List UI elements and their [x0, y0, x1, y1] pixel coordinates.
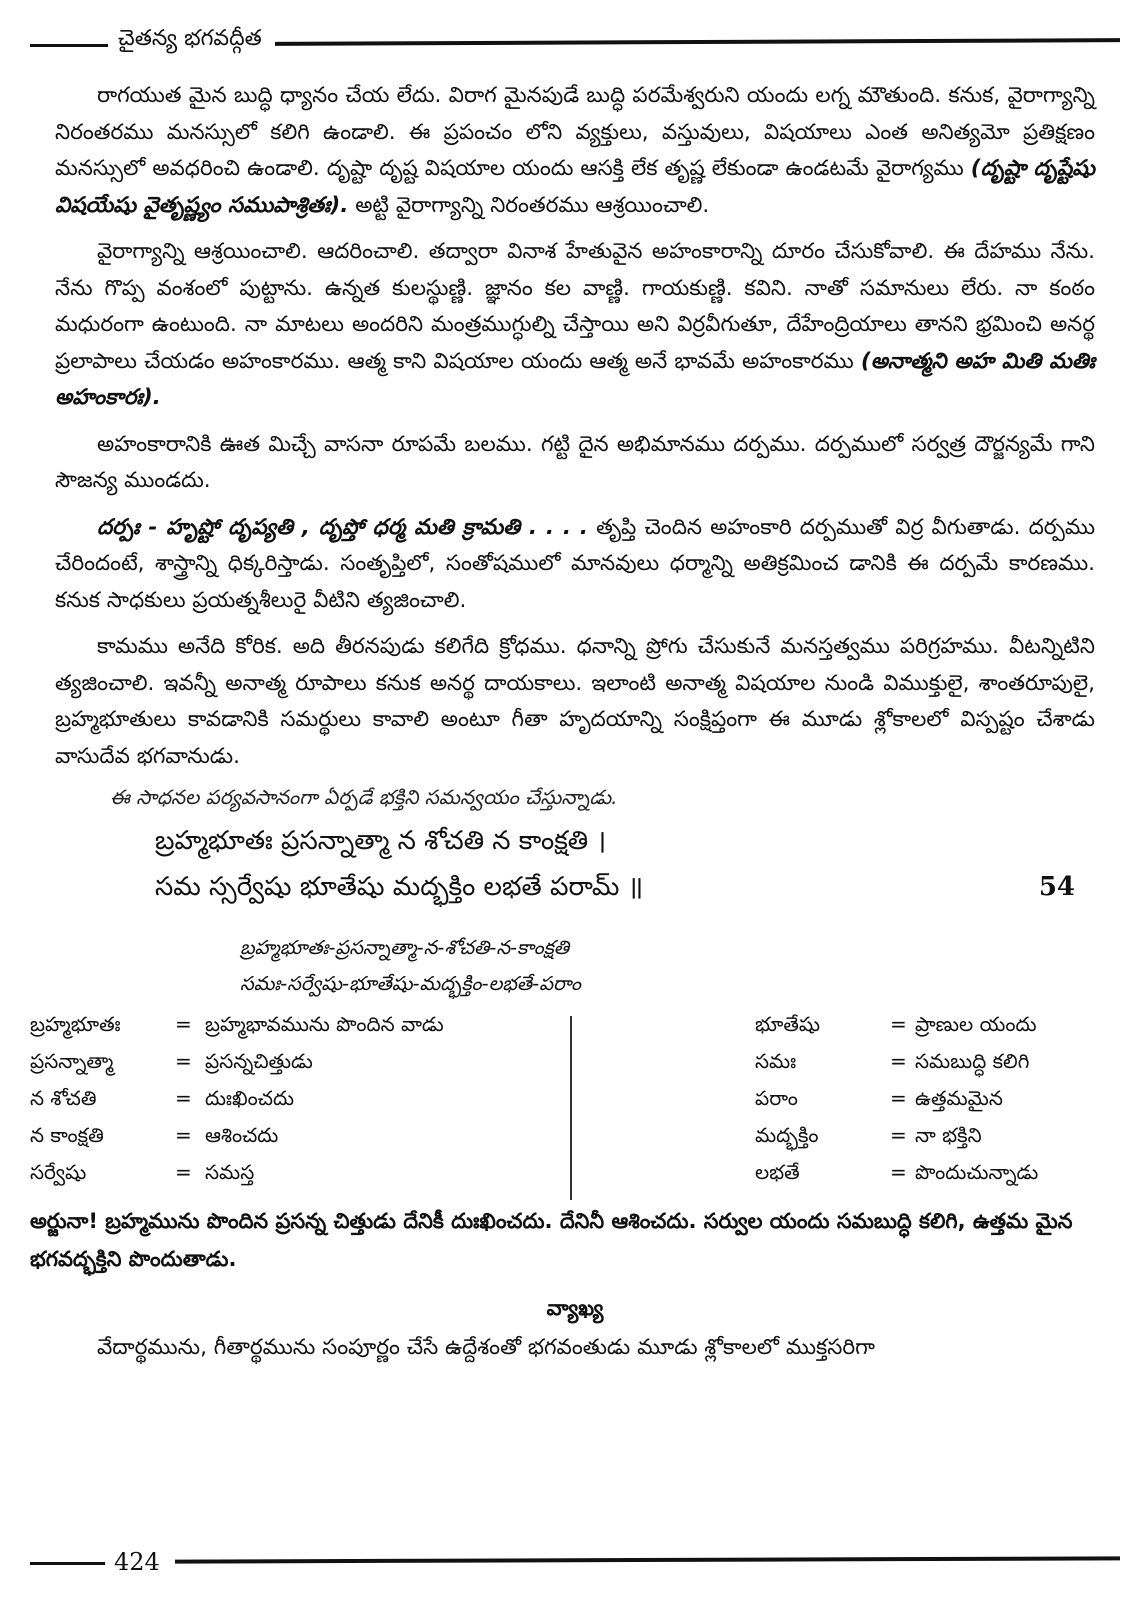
gloss-term: ప్రసన్నాత్మా	[30, 1049, 114, 1073]
paragraph-2-text: వైరాగ్యాన్ని ఆశ్రయించాలి. ఆదరించాలి. తద్వారా వినాశ హేతువైన అహంకారాన్ని దూరం చేసుకోవాలి. ఈ దేహము నేను. నేను గొప్ప వంశంలో పుట్టాను. ఉన్నత కులస్థుణ్ణి. జ్ఞానం కల వాణ్ణి. గాయకుణ్ణి. కవిని. నాతో సమానులు లేరు. నా కంఠం మధురంగా ఉంటుంది. నా మాటలు అందరిని మంత్రముగ్ధుల్ని చేస్తాయి అని విర్రవీగుతూ, దేహేంద్రియాలు తానని భ్రమించి అనర్థ ప్రలాపాలు చేయడం అహంకారము. ఆత్మ కాని విషయాల యందు ఆత్మ అనే భావమే అహంకారము	[55, 239, 1095, 374]
gloss-term: పరాం	[755, 1086, 798, 1110]
paragraph-4-text: తృప్తి చెందిన అహంకారి దర్పముతో విర్ర వీగుతాడు. దర్పము చేరిందంటే, శాస్త్రాన్ని ధిక్కరిస్తాడు. సంతృప్తిలో, సంతోషములో మానవులు ధర్మాన్ని అతిక్రమించ డానికి ఈ దర్పమే కారణము. కనుక సాధకులు ప్రయత్నశీలురై వీటిని త్యజించాలి.	[55, 514, 1096, 613]
gloss-meaning: బ్రహ్మభావమును పొందిన వాడు	[205, 1012, 444, 1036]
page-number: 424	[114, 1548, 160, 1576]
gloss-term: మద్భక్తిం	[755, 1123, 819, 1147]
gloss-equals: =	[890, 1012, 907, 1036]
paragraph-1-quote: (దృష్టా దృష్టేషు విషయేషు వైతృష్ణ్యం సముపాశ్రితః).	[55, 156, 1095, 218]
word-split	[240, 930, 1095, 1002]
footer-rule-right	[175, 1556, 1120, 1563]
glossary-divider	[570, 1016, 572, 1200]
gloss-term: లభతే	[755, 1160, 800, 1184]
gloss-meaning: ప్రసన్నచిత్తుడు	[205, 1049, 313, 1073]
gloss-meaning: ప్రాణుల యందు	[915, 1012, 1037, 1036]
verse-intro: ఈ సాధనల పర్యవసానంగా ఏర్పడే భక్తిని సమన్వయం చేస్తున్నాడు.	[110, 785, 618, 809]
gloss-term: సమః	[755, 1049, 797, 1073]
paragraph-5: కామము అనేది కోరిక. అది తీరనపుడు కలిగేది క్రోధము. ధనాన్ని ప్రోగు చేసుకునే మనస్తత్వము పరిగ్రహము. వీటన్నిటిని త్యజించాలి. ఇవన్నీ అనాత్మ రూపాలు కనుక అనర్థ దాయకాలు. ఇలాంటి అనాత్మ విషయాల నుండి విముక్తులై, శాంతరూపులై, బ్రహ్మభూతులు కావడానికి సమర్థులు కావాలి అంటూ గీతా హృదయాన్ని సంక్షిప్తంగా ఈ మూడు శ్లోకాలలో విస్పష్టం చేశాడు వాసుదేవ భగవానుడు.	[55, 634, 1095, 769]
paragraph-2	[55, 234, 1095, 417]
word-split-line-2: సమః-సర్వేషు-భూతేషు-మద్భక్తిం-లభతే-పరాం	[240, 972, 581, 995]
gloss-equals: =	[175, 1086, 192, 1110]
header-rule-right	[275, 38, 1120, 46]
verse-block	[55, 822, 1095, 926]
verse-number: 54	[1038, 872, 1075, 902]
verse-line-1: బ్రహ్మభూతః ప్రసన్నాత్మా న శోచతి న కాంక్షతి ।	[155, 826, 607, 856]
gloss-term: న కాంక్షతి	[30, 1123, 104, 1147]
gloss-meaning: ఉత్తమమైన	[915, 1086, 1003, 1110]
glossary-table	[30, 1012, 1095, 1202]
gloss-equals: =	[175, 1049, 192, 1073]
verse-meaning-summary: అర్జునా! బ్రహ్మమును పొందిన ప్రసన్న చిత్తుడు దేనికీ దుఃఖించదు. దేనినీ ఆశించదు. సర్వుల యందు సమబుద్ధి కలిగి, ఉత్తమ మైన భగవద్భక్తిని పొందుతాడు.	[30, 1209, 1073, 1271]
gloss-meaning: సమబుద్ధి కలిగి	[915, 1049, 1030, 1073]
page-header	[30, 22, 1120, 62]
page-footer	[30, 1550, 1120, 1580]
paragraph-1	[55, 78, 1095, 224]
running-title: చైతన్య భగవద్గీత	[118, 26, 262, 51]
gloss-equals: =	[175, 1160, 192, 1184]
gloss-equals: =	[890, 1086, 907, 1110]
paragraph-1-text: రాగయుత మైన బుద్ధి ధ్యానం చేయ లేదు. విరాగ మైనపుడే బుద్ధి పరమేశ్వరుని యందు లగ్న మౌతుంది. కనుక, వైరాగ్యాన్ని నిరంతరము మనస్సులో కలిగి ఉండాలి. ఈ ప్రపంచం లోని వ్యక్తులు, వస్తువులు, విషయాలు ఎంత అనిత్యమో ప్రతిక్షణం మనస్సులో అవధరించి ఉండాలి. దృష్టా దృష్ట విషయాల యందు ఆసక్తి లేక తృష్ణ లేకుండా ఉండటమే వైరాగ్యము	[55, 83, 1095, 181]
gloss-term: బ్రహ్మభూతః	[30, 1012, 121, 1036]
gloss-term: భూతేషు	[755, 1012, 821, 1036]
gloss-equals: =	[175, 1123, 192, 1147]
gloss-term: న శోచతి	[30, 1086, 97, 1110]
header-rule-left	[30, 44, 108, 47]
gloss-meaning: పొందుచున్నాడు	[915, 1160, 1039, 1184]
footer-rule-left	[30, 1562, 105, 1565]
gloss-meaning: ఆశించదు	[205, 1123, 279, 1147]
gloss-meaning: నా భక్తిని	[915, 1123, 982, 1147]
page-body	[30, 78, 1096, 1377]
gloss-equals: =	[890, 1049, 907, 1073]
gloss-equals: =	[890, 1123, 907, 1147]
gloss-meaning: సమస్త	[205, 1160, 255, 1184]
commentary-heading: వ్యాఖ్య	[546, 1296, 604, 1320]
gloss-equals: =	[890, 1160, 907, 1184]
gloss-equals: =	[175, 1012, 192, 1036]
verse-line-2: సమ స్సర్వేషు భూతేషు మద్భక్తిం లభతే పరామ్ ॥	[155, 872, 644, 902]
word-split-line-1: బ్రహ్మభూతః-ప్రసన్నాత్మా-న-శోచతి-న-కాంక్షతి	[240, 936, 570, 959]
gloss-meaning: దుఃఖించదు	[205, 1086, 295, 1110]
commentary-paragraph: వేదార్థమును, గీతార్థమును సంపూర్ణం చేసే ఉద్దేశంతో భగవంతుడు మూడు శ్లోకాలలో ముక్తసరిగా	[97, 1335, 875, 1360]
paragraph-1-end: అట్టి వైరాగ్యాన్ని నిరంతరము ఆశ్రయించాలి.	[355, 192, 710, 218]
paragraph-3: అహంకారానికి ఊత మిచ్చే వాసనా రూపమే బలము. గట్టి దైన అభిమానము దర్పము. దర్పములో సర్వత్ర దౌర్జన్యమే గాని సౌజన్య ముండదు.	[55, 431, 1095, 493]
paragraph-2-quote: (అనాత్మని అహ మితి మతిః అహంకారః).	[55, 348, 1095, 410]
gloss-term: సర్వేషు	[30, 1160, 87, 1184]
paragraph-4	[55, 510, 1095, 620]
paragraph-4-quote: దర్పః - హృష్టో దృప్యతి , దృప్తో ధర్మ మతి క్రామతి . . . .	[97, 514, 588, 540]
